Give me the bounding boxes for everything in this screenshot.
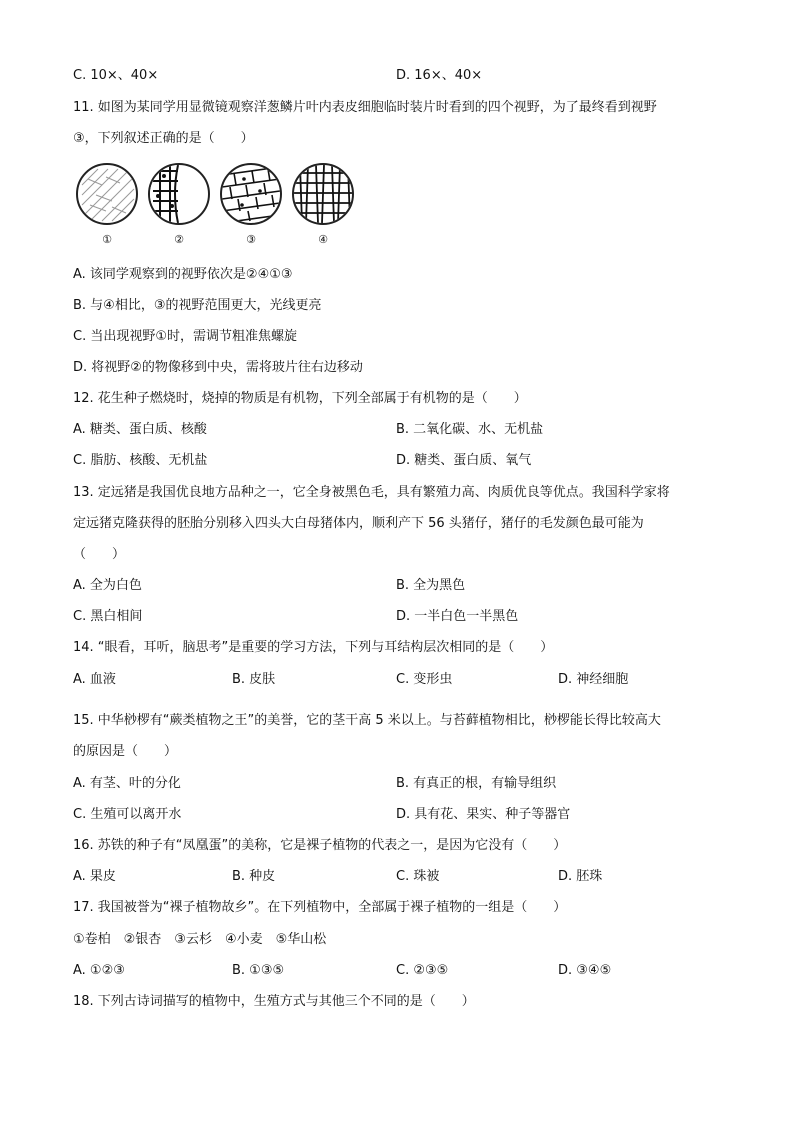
microscope-fields-figure: [76, 163, 356, 253]
q17-option-a: A. ①②③: [73, 963, 125, 978]
field-4-image: [292, 163, 354, 225]
q13-option-b: B. 全为黑色: [396, 578, 466, 593]
field-4-label: ④: [318, 233, 328, 246]
q16-option-b: B. 种皮: [232, 869, 276, 884]
q11-option-c: C. 当出现视野①时，需调节粗准焦螺旋: [73, 329, 297, 344]
field-2-image: [148, 163, 210, 225]
q10-option-c: C. 10×、40×: [73, 68, 159, 83]
q17-plant-list: ①卷柏 ②银杏 ③云杉 ④小麦 ⑤华山松: [73, 932, 327, 947]
q11-stem-line-2: ③，下列叙述正确的是（ ）: [73, 131, 254, 146]
q15-option-a: A. 有茎、叶的分化: [73, 776, 181, 791]
q16-option-c: C. 珠被: [396, 869, 440, 884]
q13-option-a: A. 全为白色: [73, 578, 142, 593]
q13-option-c: C. 黑白相间: [73, 609, 143, 624]
q13-option-d: D. 一半白色一半黑色: [396, 609, 519, 624]
q17-option-c: C. ②③⑤: [396, 963, 449, 978]
field-3-image: [220, 163, 282, 225]
q11-option-b: B. 与④相比，③的视野范围更大，光线更亮: [73, 298, 322, 313]
q12-option-d: D. 糖类、蛋白质、氧气: [396, 453, 532, 468]
q11-option-d: D. 将视野②的物像移到中央，需将玻片往右边移动: [73, 360, 363, 375]
q15-option-b: B. 有真正的根，有输导组织: [396, 776, 557, 791]
q15-stem-line-2: 的原因是（ ）: [73, 744, 178, 759]
q14-stem: 14. “眼看，耳听，脑思考”是重要的学习方法，下列与耳结构层次相同的是（ ）: [73, 640, 554, 655]
q13-stem-line-2: 定远猪克隆获得的胚胎分别移入四头大白母猪体内，顺利产下 56 头猪仔，猪仔的毛发颜色最可能为: [73, 516, 644, 531]
q12-option-b: B. 二氧化碳、水、无机盐: [396, 422, 544, 437]
q13-stem-line-3: （ ）: [73, 547, 126, 562]
q14-option-c: C. 变形虫: [396, 672, 453, 687]
q12-option-c: C. 脂肪、核酸、无机盐: [73, 453, 208, 468]
q12-stem: 12. 花生种子燃烧时，烧掉的物质是有机物，下列全部属于有机物的是（ ）: [73, 391, 527, 406]
field-1-label: ①: [102, 233, 112, 246]
q11-option-a: A. 该同学观察到的视野依次是②④①③: [73, 267, 293, 282]
q16-stem: 16. 苏铁的种子有“凤凰蛋”的美称，它是裸子植物的代表之一，是因为它没有（ ）: [73, 838, 567, 853]
q17-stem: 17. 我国被誉为“裸子植物故乡”。在下列植物中，全部属于裸子植物的一组是（ ）: [73, 900, 567, 915]
q16-option-a: A. 果皮: [73, 869, 116, 884]
q16-option-d: D. 胚珠: [558, 869, 603, 884]
q10-option-d: D. 16×、40×: [396, 68, 483, 83]
q13-stem-line-1: 13. 定远猪是我国优良地方品种之一，它全身被黑色毛，具有繁殖力高、肉质优良等优点。我国科学家将: [73, 485, 670, 500]
q17-option-d: D. ③④⑤: [558, 963, 612, 978]
field-1-image: [76, 163, 138, 225]
q15-stem-line-1: 15. 中华桫椤有“蕨类植物之王”的美誉，它的茎干高 5 米以上。与苔藓植物相比，桫椤能长得比较高大: [73, 713, 661, 728]
q11-stem-line-1: 11. 如图为某同学用显微镜观察洋葱鳞片叶内表皮细胞临时装片时看到的四个视野，为了最终看到视野: [73, 100, 657, 115]
field-2-label: ②: [174, 233, 184, 246]
q15-option-d: D. 具有花、果实、种子等器官: [396, 807, 571, 822]
q14-option-d: D. 神经细胞: [558, 672, 629, 687]
q15-option-c: C. 生殖可以离开水: [73, 807, 182, 822]
q14-option-a: A. 血液: [73, 672, 116, 687]
field-3-label: ③: [246, 233, 256, 246]
q12-option-a: A. 糖类、蛋白质、核酸: [73, 422, 207, 437]
q14-option-b: B. 皮肤: [232, 672, 276, 687]
q18-stem: 18. 下列古诗词描写的植物中，生殖方式与其他三个不同的是（ ）: [73, 994, 475, 1009]
q17-option-b: B. ①③⑤: [232, 963, 285, 978]
